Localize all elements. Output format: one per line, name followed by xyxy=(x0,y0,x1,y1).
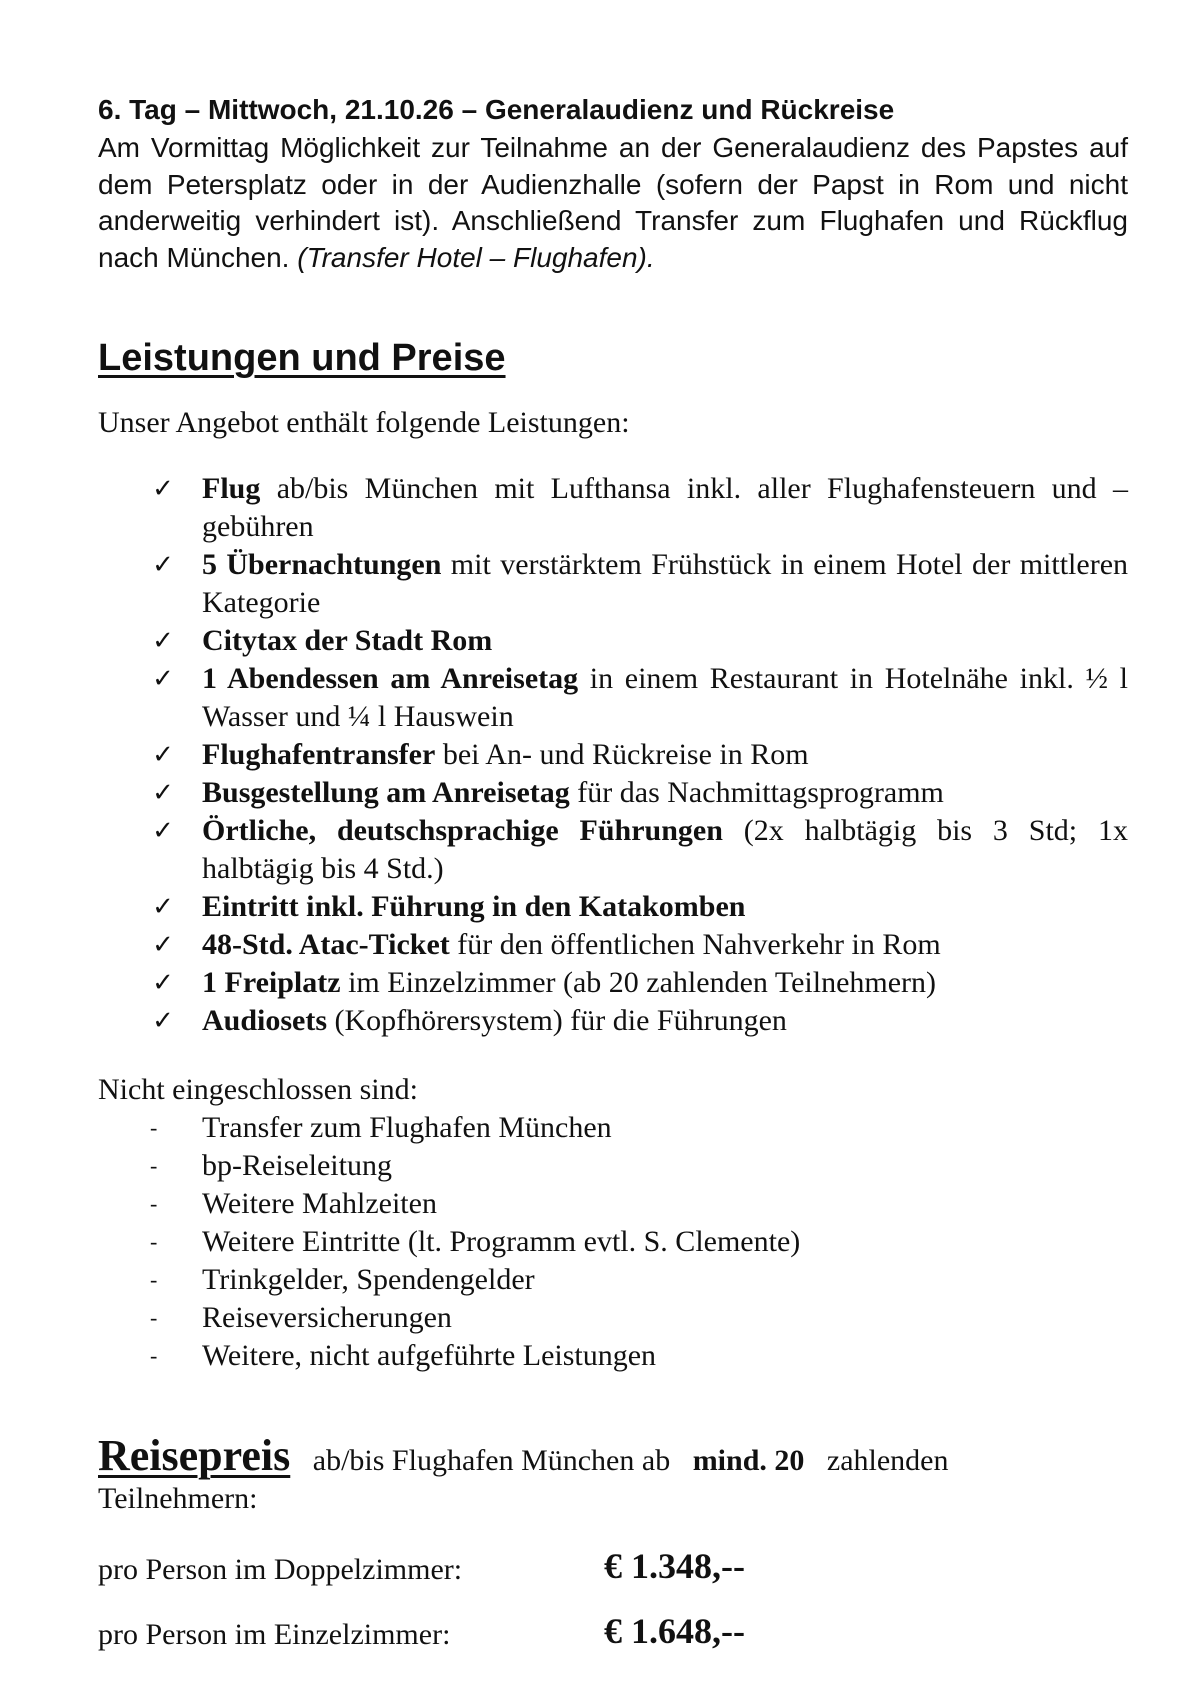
service-name: 48-Std. Atac-Ticket xyxy=(202,928,450,961)
dash-bullet: - xyxy=(150,1191,158,1216)
not-included-text: bp-Reiseleitung xyxy=(202,1149,392,1182)
service-detail: mit verstärktem Frühstück in einem Hotel der mittleren Kategorie xyxy=(202,548,1129,619)
not-included-text: Weitere Mahlzeiten xyxy=(202,1187,437,1220)
service-name: Citytax der Stadt Rom xyxy=(202,624,493,657)
service-detail: (2x halbtägig bis 3 Std; 1x halbtägig bis 4 Std.) xyxy=(202,814,1128,885)
included-service-item xyxy=(148,470,1128,546)
included-services-list xyxy=(148,470,1128,1040)
checkmark-icon: ✓ xyxy=(152,930,174,960)
checkmark-icon: ✓ xyxy=(152,892,174,922)
included-service-item xyxy=(148,546,1128,622)
included-service-item xyxy=(148,736,1128,774)
day-6-text: Am Vormittag Möglichkeit zur Teilnahme an der Generalaudienz des Papstes auf dem Petersplatz oder in der Audienzhalle (sofern der Papst in Rom und nicht anderweitig verhindert ist). Anschließend Transfer zum Flughafen und Rückflug nach München. xyxy=(98,132,1128,273)
section-heading-leistungen: Leistungen und Preise xyxy=(98,337,506,379)
service-name: Flughafentransfer xyxy=(202,738,436,771)
included-service-item xyxy=(148,964,1128,1002)
reisepreis-min-participants: mind. 20 xyxy=(692,1444,805,1477)
included-service-item xyxy=(148,774,1128,812)
not-included-text: Reiseversicherungen xyxy=(202,1301,452,1334)
service-detail: (Kopfhörersystem) für die Führungen xyxy=(327,1004,787,1037)
reisepreis-conditions: ab/bis Flughafen München ab xyxy=(312,1444,671,1477)
price-label-double: pro Person im Doppelzimmer: xyxy=(98,1553,463,1586)
price-label-single: pro Person im Einzelzimmer: xyxy=(98,1618,451,1651)
dash-bullet: - xyxy=(150,1229,158,1254)
service-detail: für das Nachmittagsprogramm xyxy=(569,776,944,809)
price-row-single-room xyxy=(98,1609,998,1653)
included-service-item xyxy=(148,888,1128,926)
price-value-double: € 1.348,-- xyxy=(604,1546,745,1586)
service-name: Örtliche, deutschsprachige Führungen xyxy=(202,814,723,847)
services-intro: Unser Angebot enthält folgende Leistungen: xyxy=(98,406,630,439)
included-service-item xyxy=(148,1002,1128,1040)
service-detail: für den öffentlichen Nahverkehr in Rom xyxy=(449,928,941,961)
included-service-item xyxy=(148,812,1128,888)
checkmark-icon: ✓ xyxy=(152,778,174,808)
service-name: Audiosets xyxy=(202,1004,328,1037)
not-included-title: Nicht eingeschlossen sind: xyxy=(98,1073,418,1106)
service-name: 5 Übernachtungen xyxy=(202,548,442,581)
dash-bullet: - xyxy=(150,1115,158,1140)
not-included-item xyxy=(148,1299,1048,1337)
checkmark-icon: ✓ xyxy=(152,550,174,580)
not-included-item xyxy=(148,1337,1048,1375)
service-detail: ab/bis München mit Lufthansa inkl. aller Flughafensteuern und –gebühren xyxy=(202,472,1128,543)
not-included-text: Transfer zum Flughafen München xyxy=(202,1111,612,1144)
included-service-item xyxy=(148,622,1128,660)
reisepreis-conditions-end: zahlenden xyxy=(826,1444,949,1477)
checkmark-icon: ✓ xyxy=(152,740,174,770)
reisepreis-participants: Teilnehmern: xyxy=(98,1482,258,1515)
not-included-item xyxy=(148,1185,1048,1223)
checkmark-icon: ✓ xyxy=(152,816,174,846)
dash-bullet: - xyxy=(150,1343,158,1368)
service-name: Eintritt inkl. Führung in den Katakomben xyxy=(202,890,746,923)
included-service-item xyxy=(148,660,1128,736)
dash-bullet: - xyxy=(150,1267,158,1292)
day-6-description xyxy=(98,130,1128,276)
service-name: Flug xyxy=(202,472,261,505)
service-name: Busgestellung am Anreisetag xyxy=(202,776,570,809)
service-detail: in einem Restaurant in Hotelnähe inkl. ½ l Wasser und ¼ l Hauswein xyxy=(202,662,1128,733)
not-included-item xyxy=(148,1109,1048,1147)
not-included-text: Trinkgelder, Spendengelder xyxy=(202,1263,535,1296)
reisepreis-heading: Reisepreis xyxy=(98,1431,291,1480)
included-service-item xyxy=(148,926,1128,964)
service-detail: im Einzelzimmer (ab 20 zahlenden Teilnehmern) xyxy=(340,966,937,999)
not-included-item xyxy=(148,1147,1048,1185)
not-included-item xyxy=(148,1261,1048,1299)
checkmark-icon: ✓ xyxy=(152,664,174,694)
day-6-transfer-note: (Transfer Hotel – Flughafen). xyxy=(297,241,655,273)
price-row-double-room xyxy=(98,1544,998,1588)
service-detail: bei An- und Rückreise in Rom xyxy=(435,738,809,771)
not-included-list xyxy=(148,1109,1048,1375)
day-6-title: 6. Tag – Mittwoch, 21.10.26 – Generalaudienz und Rückreise xyxy=(98,94,895,125)
service-name: 1 Freiplatz xyxy=(202,966,341,999)
checkmark-icon: ✓ xyxy=(152,474,174,504)
not-included-text: Weitere Eintritte (lt. Programm evtl. S. Clemente) xyxy=(202,1225,801,1258)
not-included-text: Weitere, nicht aufgeführte Leistungen xyxy=(202,1339,657,1372)
service-name: 1 Abendessen am Anreisetag xyxy=(202,662,579,695)
checkmark-icon: ✓ xyxy=(152,968,174,998)
reisepreis-heading-line xyxy=(98,1432,1128,1485)
dash-bullet: - xyxy=(150,1305,158,1330)
checkmark-icon: ✓ xyxy=(152,1006,174,1036)
price-value-single: € 1.648,-- xyxy=(604,1611,745,1651)
not-included-item xyxy=(148,1223,1048,1261)
checkmark-icon: ✓ xyxy=(152,626,174,656)
dash-bullet: - xyxy=(150,1153,158,1178)
